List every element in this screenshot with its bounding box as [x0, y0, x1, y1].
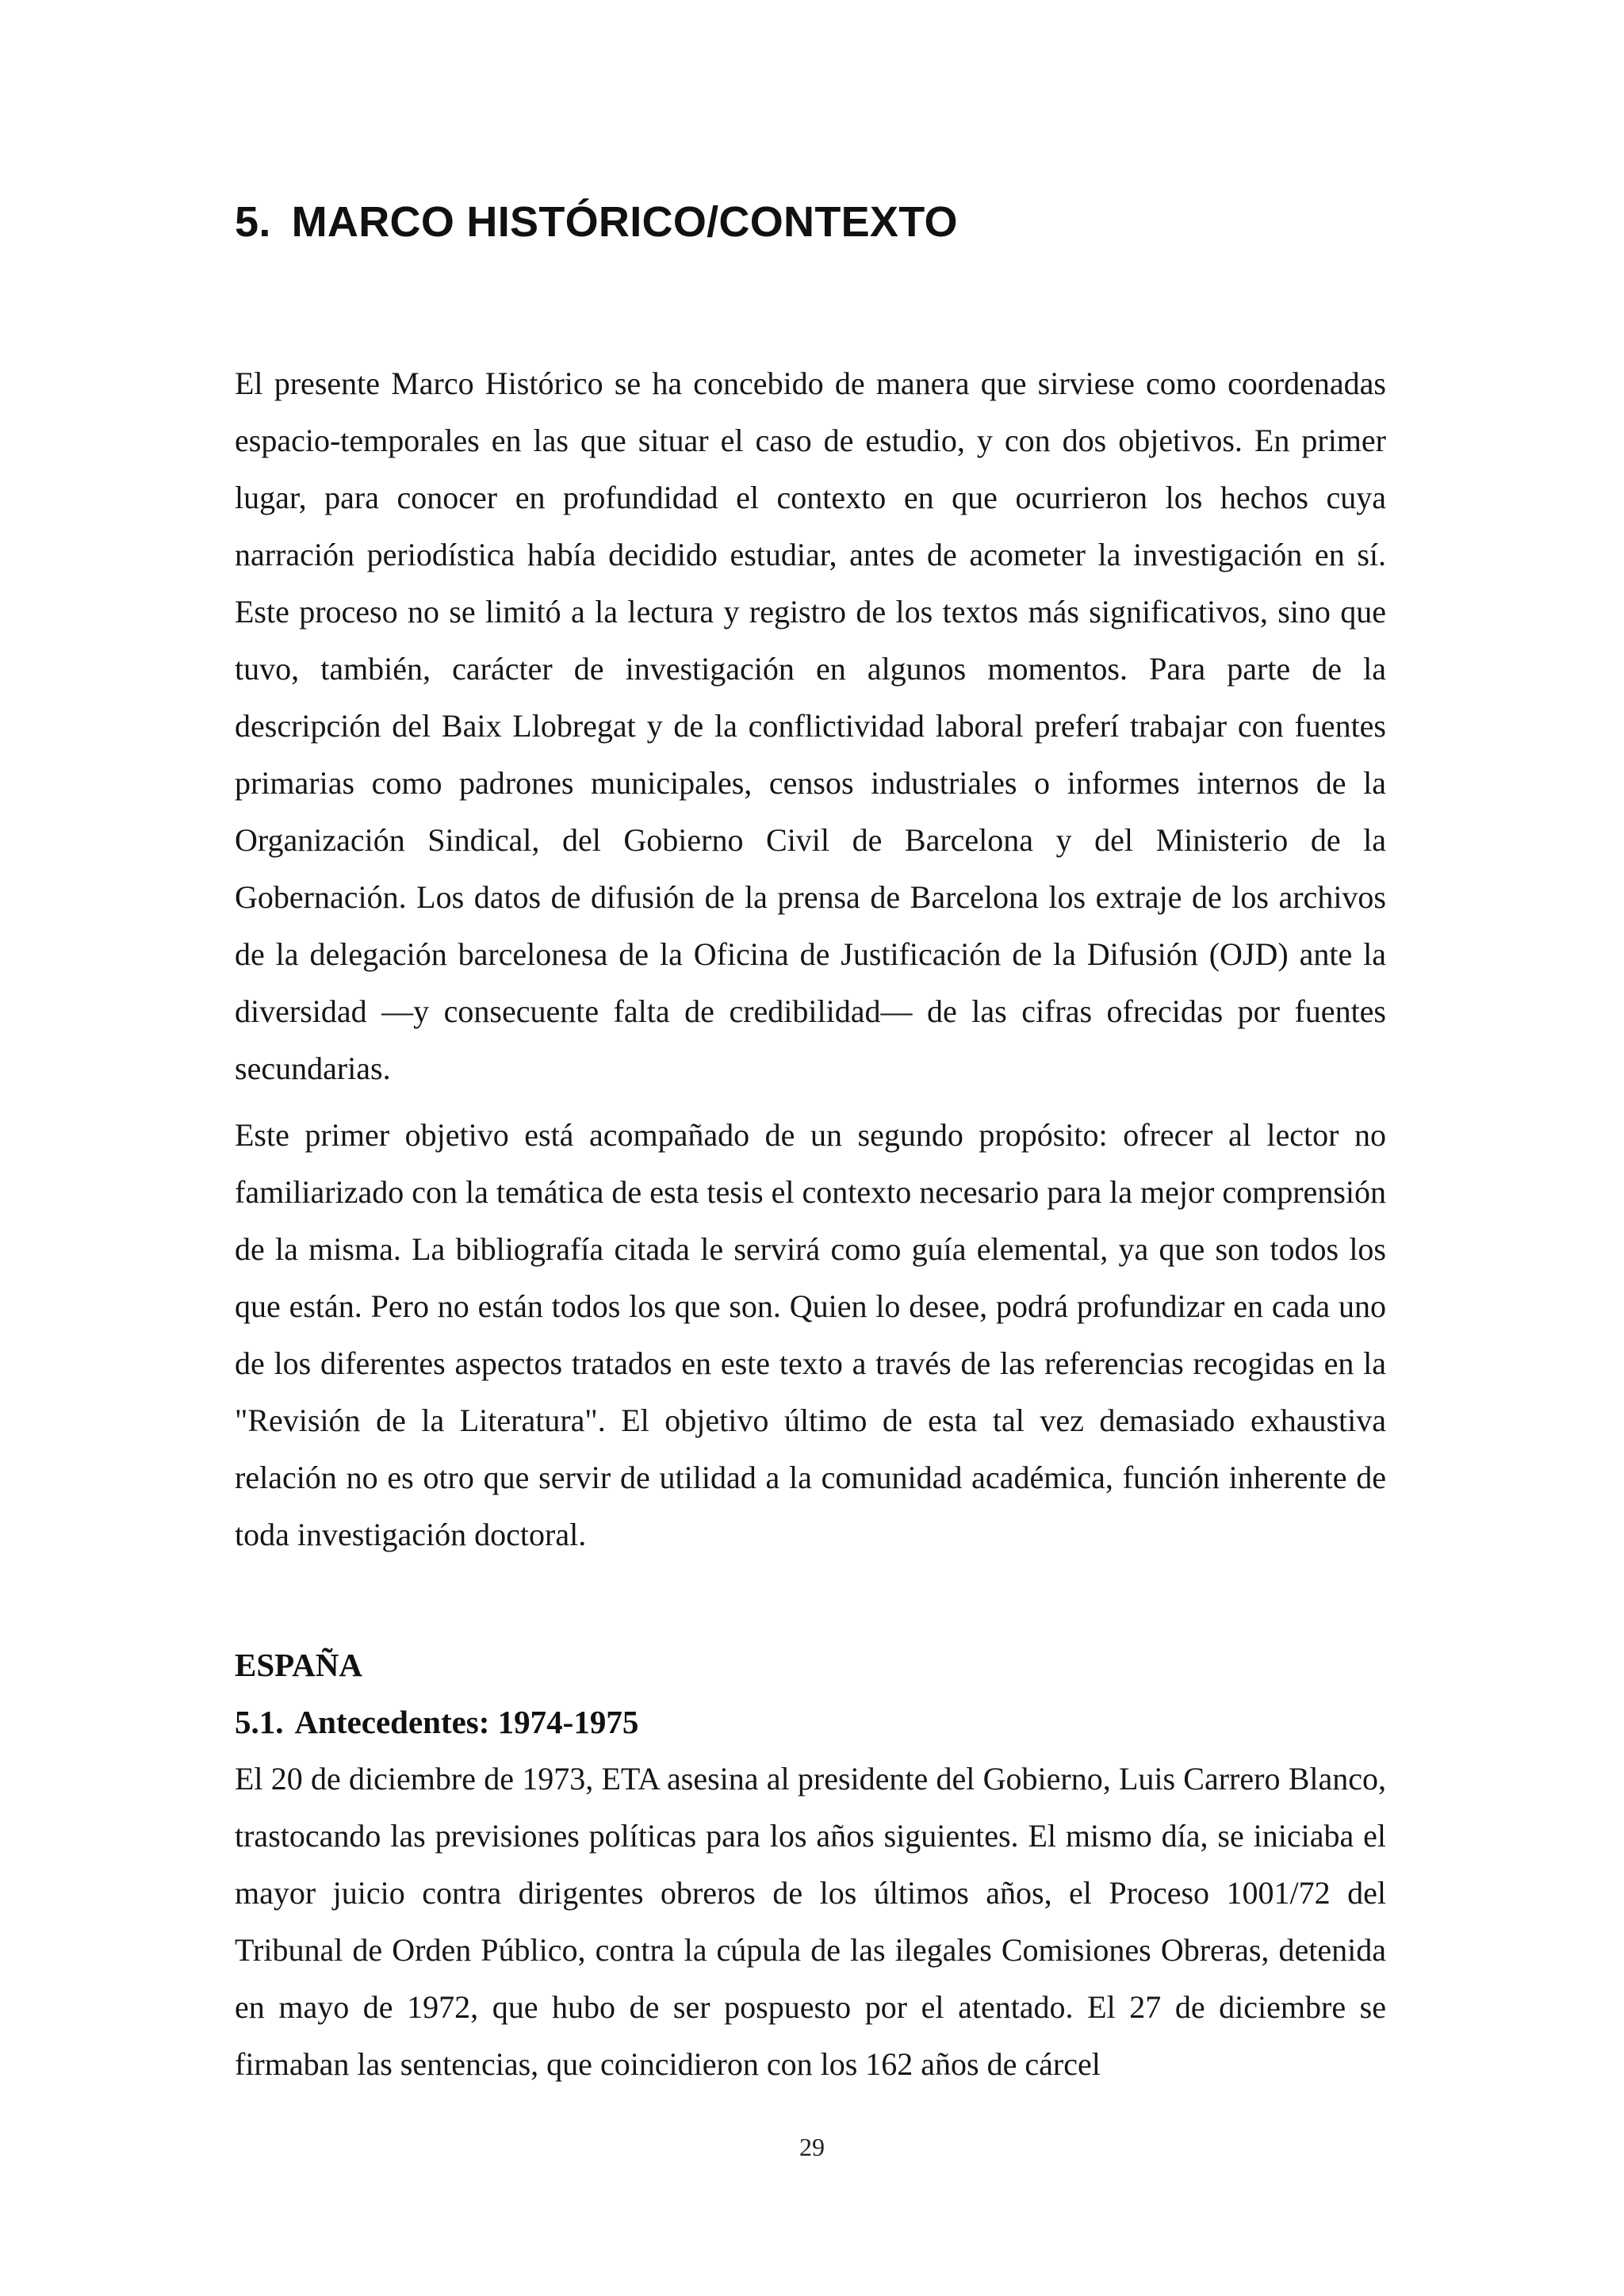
section-heading: ESPAÑA	[235, 1647, 362, 1683]
subsection-heading	[235, 1693, 638, 1751]
paragraph-antecedents: El 20 de diciembre de 1973, ETA asesina al presidente del Gobierno, Luis Carrero Blanco, trastocando las previsiones políticas para los años siguientes. El mismo día, se iniciaba el mayor juicio contra dirigentes obreros de los últimos años, el Proceso 1001/72 del Tribunal de Orden Público, contra la cúpula de las ilegales Comisiones Obreras, detenida en mayo de 1972, que hubo de ser pospuesto por el atentado. El 27 de diciembre se firmaban las sentencias, que coincidieron con los 162 años de cárcel	[235, 1761, 1386, 2082]
chapter-title-text: MARCO HISTÓRICO/CONTEXTO	[291, 198, 958, 246]
page-number: 29	[799, 2133, 825, 2161]
subsection-title: Antecedentes: 1974-1975	[294, 1704, 639, 1740]
chapter-number: 5.	[235, 198, 271, 246]
paragraph-objective: Este primer objetivo está acompañado de un segundo propósito: ofrecer al lector no familiarizado con la temática de esta tesis el contexto necesario para la mejor comprensión de la misma. La bibliografía citada le servirá como guía elemental, ya que son todos los que están. Pero no están todos los que son. Quien lo desee, podrá profundizar en cada uno de los diferentes aspectos tratados en este texto a través de las referencias recogidas en la "Revisión de la Literatura". El objetivo último de esta tal vez demasiado exhaustiva relación no es otro que servir de utilidad a la comunidad académica, función inherente de toda investigación doctoral.	[235, 1117, 1386, 1552]
subsection-number: 5.1.	[235, 1704, 284, 1740]
chapter-title	[235, 190, 958, 254]
paragraph-intro: El presente Marco Histórico se ha concebido de manera que sirviese como coordenadas espacio-temporales en las que situar el caso de estudio, y con dos objetivos. En primer lugar, para conocer en profundidad el contexto en que ocurrieron los hechos cuya narración periodística había decidido estudiar, antes de acometer la investigación en sí. Este proceso no se limitó a la lectura y registro de los textos más significativos, sino que tuvo, también, carácter de investigación en algunos momentos. Para parte de la descripción del Baix Llobregat y de la conflictividad laboral preferí trabajar con fuentes primarias como padrones municipales, censos industriales o informes internos de la Organización Sindical, del Gobierno Civil de Barcelona y del Ministerio de la Gobernación. Los datos de difusión de la prensa de Barcelona los extraje de los archivos de la delegación barcelonesa de la Oficina de Justificación de la Difusión (OJD) ante la diversidad —y consecuente falta de credibilidad— de las cifras ofrecidas por fuentes secundarias.	[235, 365, 1386, 1086]
